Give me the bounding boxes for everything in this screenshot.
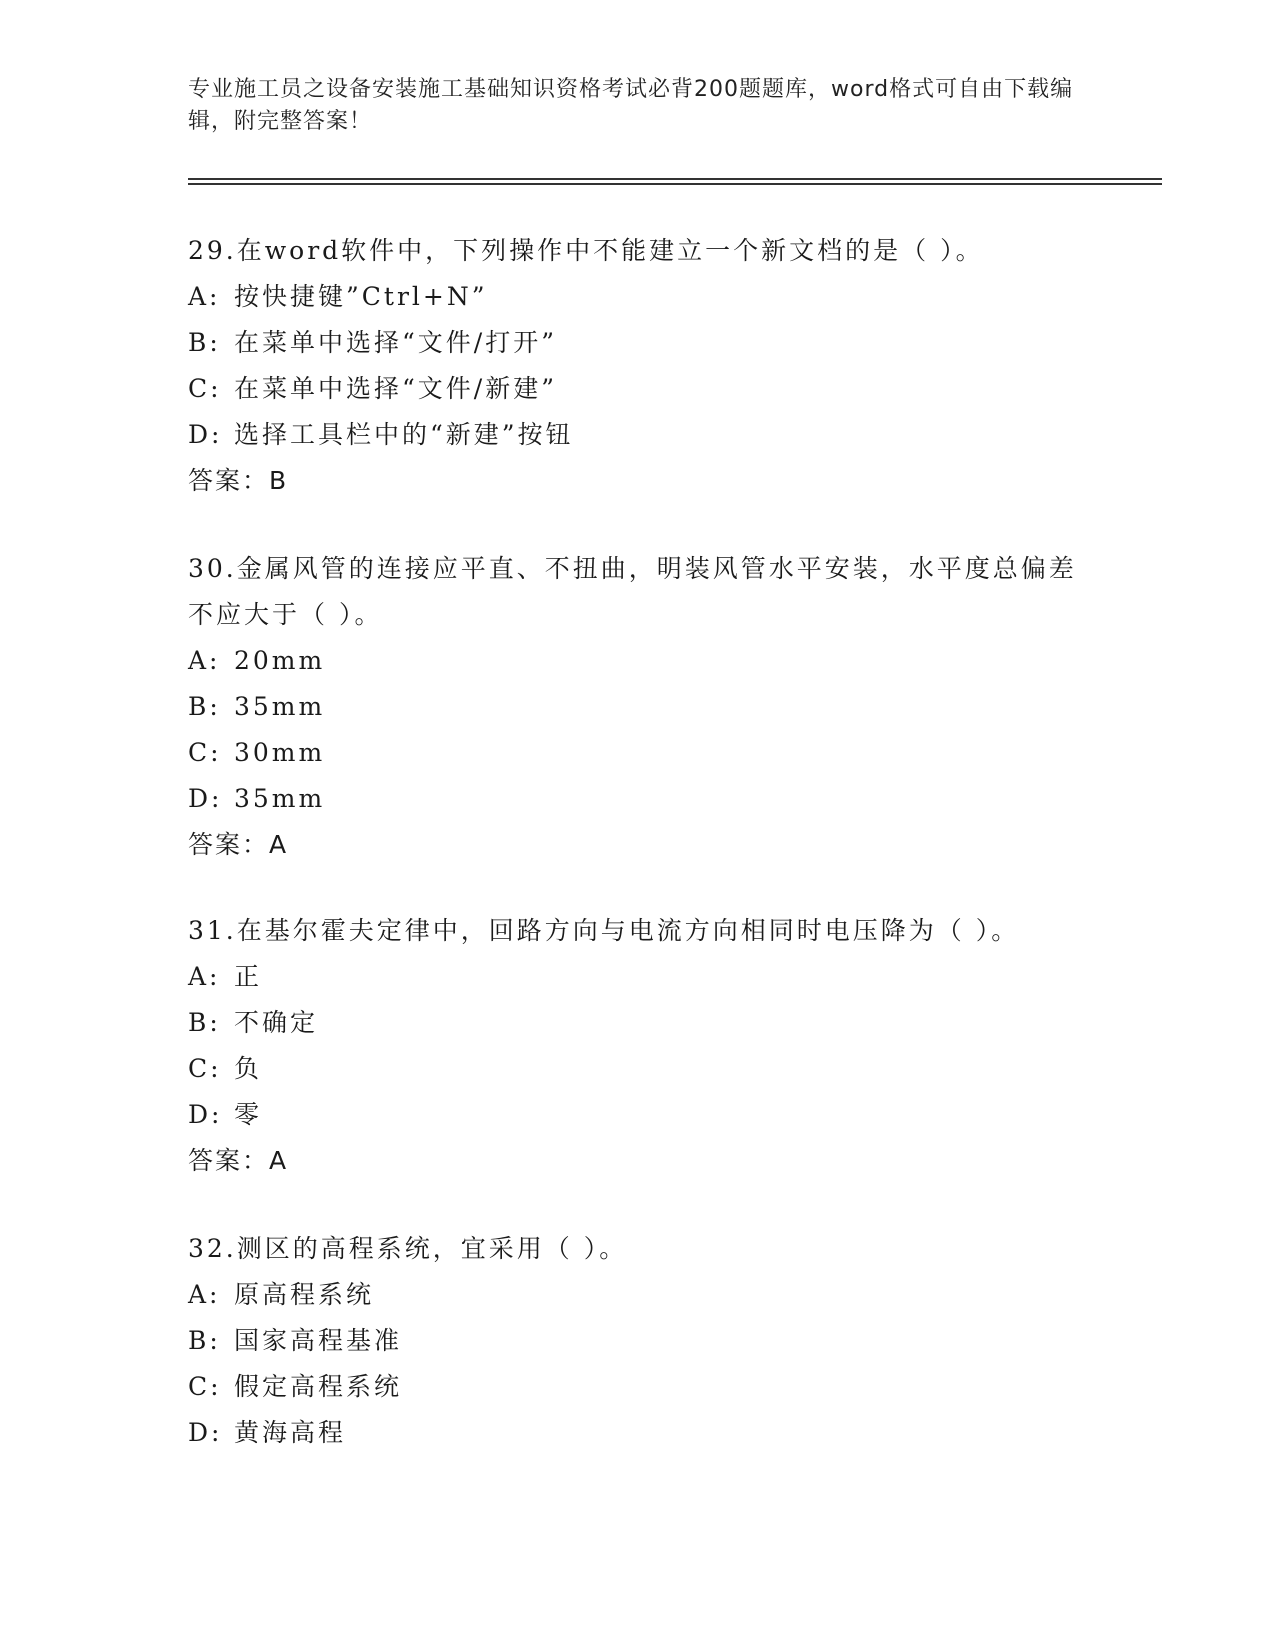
option-label: B: [188,328,221,357]
option-c [188,730,1088,776]
question-32 [188,1226,1088,1456]
option-label: A: [188,1280,221,1309]
option-label: B: [188,1008,221,1037]
option-label: A: [188,646,221,675]
option-text: 正 [234,962,263,991]
question-30 [188,546,1088,868]
option-text: 选择工具栏中的“新建”按钮 [234,420,574,449]
question-stem: 32.测区的高程系统，宜采用（ ）。 [188,1234,628,1263]
document-header: 专业施工员之设备安装施工基础知识资格考试必背200题题库，word格式可自由下载编辑，附完整答案！ [188,77,1074,134]
option-d [188,1410,1088,1456]
option-a [188,638,1088,684]
answer-line: 答案：A [188,830,289,859]
option-b [188,684,1088,730]
option-text: 假定高程系统 [234,1372,403,1401]
option-label: B: [188,1326,221,1355]
option-b [188,1318,1088,1364]
option-label: D: [188,1418,223,1447]
option-label: A: [188,282,221,311]
question-31 [188,908,1088,1184]
option-text: 30mm [234,738,326,767]
answer-line: 答案：B [188,466,289,495]
option-text: 按快捷键”Ctrl+N” [234,282,488,311]
option-c [188,1046,1088,1092]
option-label: C: [188,1372,222,1401]
option-text: 黄海高程 [234,1418,347,1447]
option-label: C: [188,374,222,403]
option-c [188,366,1088,412]
option-b [188,1000,1088,1046]
header-divider-top [188,178,1162,180]
option-text: 原高程系统 [234,1280,375,1309]
option-label: B: [188,692,221,721]
option-a [188,954,1088,1000]
option-text: 35mm [234,692,326,721]
option-d [188,412,1088,458]
option-label: D: [188,1100,223,1129]
question-stem: 30.金属风管的连接应平直、不扭曲，明装风管水平安装，水平度总偏差不应大于（ ）。 [188,554,1077,629]
question-stem: 29.在word软件中，下列操作中不能建立一个新文档的是（ ）。 [188,236,984,265]
option-text: 35mm [234,784,326,813]
question-29 [188,228,1088,504]
option-text: 不确定 [234,1008,319,1037]
option-text: 在菜单中选择“文件/打开” [234,328,557,357]
option-text: 20mm [234,646,326,675]
option-text: 零 [234,1100,263,1129]
option-text: 国家高程基准 [234,1326,403,1355]
option-d [188,776,1088,822]
option-label: A: [188,962,221,991]
option-text: 在菜单中选择“文件/新建” [234,374,557,403]
option-b [188,320,1088,366]
header-divider-bottom [188,183,1162,185]
option-a [188,1272,1088,1318]
option-label: C: [188,738,222,767]
option-a [188,274,1088,320]
question-stem: 31.在基尔霍夫定律中，回路方向与电流方向相同时电压降为（ ）。 [188,916,1020,945]
option-label: C: [188,1054,222,1083]
option-c [188,1364,1088,1410]
option-label: D: [188,420,223,449]
option-d [188,1092,1088,1138]
option-text: 负 [234,1054,263,1083]
answer-line: 答案：A [188,1146,289,1175]
option-label: D: [188,784,223,813]
